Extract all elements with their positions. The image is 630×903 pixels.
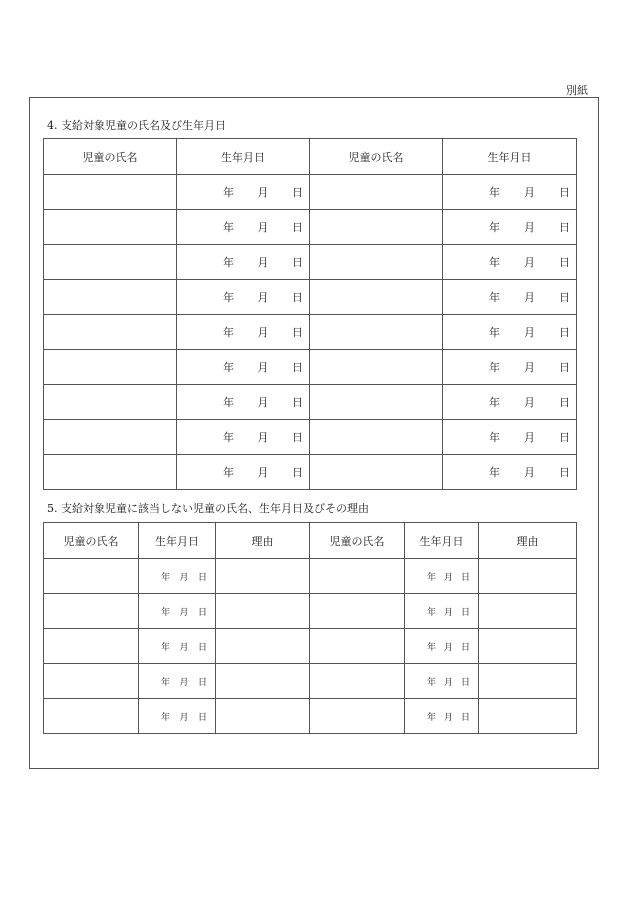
day-unit-label: 日 — [197, 607, 207, 618]
day-unit-label: 日 — [292, 186, 303, 199]
section5-title: 5. 支給対象児童に該当しない児童の氏名、生年月日及びその理由 — [47, 502, 369, 515]
birthdate-cell[interactable] — [139, 594, 216, 629]
header-child-name: 児童の氏名 — [310, 139, 443, 175]
birthdate-units — [177, 394, 309, 410]
year-unit-label: 年 — [427, 642, 437, 653]
birthdate-cell[interactable] — [139, 699, 216, 734]
day-unit-label: 日 — [460, 572, 470, 583]
child-name-cell[interactable] — [44, 210, 177, 245]
year-unit-label: 年 — [223, 466, 234, 479]
header-reason: 理由 — [479, 523, 577, 559]
month-unit-label: 月 — [524, 361, 535, 374]
child-name-cell[interactable] — [310, 629, 405, 664]
reason-cell[interactable] — [216, 664, 310, 699]
month-unit-label: 月 — [257, 326, 269, 339]
day-unit-label: 日 — [460, 712, 470, 723]
appendix-label: 別紙 — [566, 84, 588, 97]
year-unit-label: 年 — [223, 256, 234, 269]
month-unit-label: 月 — [257, 256, 269, 269]
child-name-cell[interactable] — [44, 594, 139, 629]
table-row — [44, 315, 577, 350]
table-row — [44, 350, 577, 385]
day-unit-label: 日 — [559, 431, 570, 444]
child-name-cell[interactable] — [44, 455, 177, 490]
birthdate-units — [443, 464, 576, 480]
day-unit-label: 日 — [292, 431, 303, 444]
table-row — [44, 385, 577, 420]
child-name-cell[interactable] — [310, 664, 405, 699]
year-unit-label: 年 — [489, 361, 500, 374]
day-unit-label: 日 — [292, 466, 303, 479]
year-unit-label: 年 — [489, 431, 500, 444]
birthdate-cell[interactable] — [139, 629, 216, 664]
birthdate-units — [405, 570, 478, 583]
section4-title: 4. 支給対象児童の氏名及び生年月日 — [47, 119, 226, 132]
day-unit-label: 日 — [460, 677, 470, 688]
child-name-cell[interactable] — [310, 559, 405, 594]
birthdate-units — [405, 710, 478, 723]
table-row — [44, 629, 577, 664]
day-unit-label: 日 — [559, 326, 570, 339]
month-unit-label: 月 — [524, 186, 535, 199]
birthdate-units — [443, 429, 576, 445]
birthdate-units — [177, 359, 309, 375]
month-unit-label: 月 — [179, 607, 189, 618]
table-row — [44, 210, 577, 245]
month-unit-label: 月 — [443, 677, 453, 688]
month-unit-label: 月 — [524, 256, 535, 269]
table-row — [44, 594, 577, 629]
day-unit-label: 日 — [559, 256, 570, 269]
birthdate-cell[interactable] — [443, 210, 577, 245]
birthdate-cell[interactable] — [177, 385, 310, 420]
year-unit-label: 年 — [223, 396, 234, 409]
child-name-cell[interactable] — [310, 385, 443, 420]
birthdate-cell[interactable] — [443, 175, 577, 210]
birthdate-cell[interactable] — [177, 280, 310, 315]
day-unit-label: 日 — [559, 186, 570, 199]
month-unit-label: 月 — [443, 607, 453, 618]
child-name-cell[interactable] — [44, 175, 177, 210]
birthdate-cell[interactable] — [443, 385, 577, 420]
year-unit-label: 年 — [223, 186, 234, 199]
day-unit-label: 日 — [559, 361, 570, 374]
year-unit-label: 年 — [161, 572, 171, 583]
reason-cell[interactable] — [479, 629, 577, 664]
month-unit-label: 月 — [257, 466, 269, 479]
child-name-cell[interactable] — [310, 699, 405, 734]
birthdate-cell[interactable] — [443, 420, 577, 455]
day-unit-label: 日 — [292, 291, 303, 304]
reason-cell[interactable] — [216, 594, 310, 629]
table-row — [44, 455, 577, 490]
birthdate-cell[interactable] — [177, 455, 310, 490]
birthdate-cell[interactable] — [139, 664, 216, 699]
month-unit-label: 月 — [443, 642, 453, 653]
section5-table — [43, 522, 577, 734]
month-unit-label: 月 — [257, 186, 269, 199]
child-name-cell[interactable] — [310, 175, 443, 210]
birthdate-cell[interactable] — [177, 350, 310, 385]
table-row — [44, 175, 577, 210]
birthdate-cell[interactable] — [177, 210, 310, 245]
child-name-cell[interactable] — [310, 245, 443, 280]
year-unit-label: 年 — [161, 677, 171, 688]
reason-cell[interactable] — [479, 559, 577, 594]
birthdate-cell[interactable] — [443, 455, 577, 490]
reason-cell[interactable] — [216, 559, 310, 594]
birthdate-units — [443, 219, 576, 235]
day-unit-label: 日 — [292, 361, 303, 374]
month-unit-label: 月 — [257, 361, 269, 374]
year-unit-label: 年 — [489, 326, 500, 339]
month-unit-label: 月 — [257, 431, 269, 444]
birthdate-cell[interactable] — [443, 350, 577, 385]
table-row — [44, 559, 577, 594]
birthdate-units — [405, 675, 478, 688]
day-unit-label: 日 — [559, 291, 570, 304]
day-unit-label: 日 — [197, 572, 207, 583]
birthdate-units — [405, 640, 478, 653]
day-unit-label: 日 — [292, 396, 303, 409]
child-name-cell[interactable] — [310, 210, 443, 245]
birthdate-cell[interactable] — [405, 559, 479, 594]
header-child-name: 児童の氏名 — [44, 523, 139, 559]
birthdate-units — [139, 710, 215, 723]
child-name-cell[interactable] — [44, 245, 177, 280]
child-name-cell[interactable] — [44, 420, 177, 455]
month-unit-label: 月 — [179, 642, 189, 653]
day-unit-label: 日 — [559, 396, 570, 409]
year-unit-label: 年 — [223, 221, 234, 234]
day-unit-label: 日 — [197, 642, 207, 653]
child-name-cell[interactable] — [310, 315, 443, 350]
day-unit-label: 日 — [460, 607, 470, 618]
month-unit-label: 月 — [179, 572, 189, 583]
month-unit-label: 月 — [524, 431, 535, 444]
month-unit-label: 月 — [179, 712, 189, 723]
day-unit-label: 日 — [559, 221, 570, 234]
month-unit-label: 月 — [524, 466, 535, 479]
section5-header-row — [44, 523, 577, 559]
table-row — [44, 280, 577, 315]
birthdate-units — [177, 429, 309, 445]
year-unit-label: 年 — [223, 361, 234, 374]
child-name-cell[interactable] — [44, 559, 139, 594]
year-unit-label: 年 — [223, 431, 234, 444]
birthdate-cell[interactable] — [139, 559, 216, 594]
child-name-cell[interactable] — [44, 699, 139, 734]
table-row — [44, 245, 577, 280]
day-unit-label: 日 — [292, 326, 303, 339]
section4-header-row — [44, 139, 577, 175]
month-unit-label: 月 — [524, 221, 535, 234]
month-unit-label: 月 — [524, 396, 535, 409]
year-unit-label: 年 — [161, 607, 171, 618]
child-name-cell[interactable] — [310, 455, 443, 490]
child-name-cell[interactable] — [310, 594, 405, 629]
birthdate-cell[interactable] — [405, 699, 479, 734]
header-birthdate: 生年月日 — [139, 523, 216, 559]
section5-body — [44, 559, 577, 734]
year-unit-label: 年 — [161, 642, 171, 653]
header-birthdate: 生年月日 — [177, 139, 310, 175]
child-name-cell[interactable] — [44, 664, 139, 699]
birthdate-units — [443, 254, 576, 270]
birthdate-cell[interactable] — [405, 664, 479, 699]
year-unit-label: 年 — [223, 326, 234, 339]
day-unit-label: 日 — [197, 712, 207, 723]
child-name-cell[interactable] — [310, 350, 443, 385]
section4-body — [44, 175, 577, 490]
reason-cell[interactable] — [479, 594, 577, 629]
header-reason: 理由 — [216, 523, 310, 559]
month-unit-label: 月 — [257, 221, 269, 234]
birthdate-units — [443, 289, 576, 305]
month-unit-label: 月 — [443, 712, 453, 723]
birthdate-cell[interactable] — [177, 315, 310, 350]
birthdate-cell[interactable] — [405, 594, 479, 629]
child-name-cell[interactable] — [44, 280, 177, 315]
child-name-cell[interactable] — [44, 385, 177, 420]
birthdate-cell[interactable] — [443, 315, 577, 350]
month-unit-label: 月 — [257, 291, 269, 304]
month-unit-label: 月 — [524, 291, 535, 304]
year-unit-label: 年 — [223, 291, 234, 304]
child-name-cell[interactable] — [44, 350, 177, 385]
birthdate-units — [177, 324, 309, 340]
birthdate-cell[interactable] — [177, 245, 310, 280]
birthdate-cell[interactable] — [443, 245, 577, 280]
year-unit-label: 年 — [427, 712, 437, 723]
child-name-cell[interactable] — [44, 315, 177, 350]
table-row — [44, 664, 577, 699]
header-birthdate: 生年月日 — [405, 523, 479, 559]
year-unit-label: 年 — [489, 291, 500, 304]
reason-cell[interactable] — [216, 699, 310, 734]
table-row — [44, 699, 577, 734]
day-unit-label: 日 — [292, 221, 303, 234]
birthdate-units — [177, 289, 309, 305]
birthdate-units — [177, 219, 309, 235]
year-unit-label: 年 — [427, 607, 437, 618]
day-unit-label: 日 — [460, 642, 470, 653]
year-unit-label: 年 — [161, 712, 171, 723]
year-unit-label: 年 — [489, 221, 500, 234]
year-unit-label: 年 — [427, 677, 437, 688]
birthdate-units — [139, 675, 215, 688]
year-unit-label: 年 — [489, 396, 500, 409]
birthdate-cell[interactable] — [443, 280, 577, 315]
header-child-name: 児童の氏名 — [310, 523, 405, 559]
birthdate-units — [443, 394, 576, 410]
birthdate-units — [177, 184, 309, 200]
birthdate-units — [139, 570, 215, 583]
year-unit-label: 年 — [489, 466, 500, 479]
month-unit-label: 月 — [257, 396, 269, 409]
day-unit-label: 日 — [292, 256, 303, 269]
section4-table — [43, 138, 577, 490]
year-unit-label: 年 — [489, 256, 500, 269]
reason-cell[interactable] — [479, 664, 577, 699]
header-child-name: 児童の氏名 — [44, 139, 177, 175]
birthdate-units — [177, 254, 309, 270]
birthdate-units — [177, 464, 309, 480]
birthdate-units — [443, 184, 576, 200]
child-name-cell[interactable] — [310, 420, 443, 455]
birthdate-cell[interactable] — [177, 175, 310, 210]
month-unit-label: 月 — [179, 677, 189, 688]
header-birthdate: 生年月日 — [443, 139, 577, 175]
birthdate-cell[interactable] — [177, 420, 310, 455]
child-name-cell[interactable] — [44, 629, 139, 664]
year-unit-label: 年 — [489, 186, 500, 199]
child-name-cell[interactable] — [310, 280, 443, 315]
table-row — [44, 420, 577, 455]
reason-cell[interactable] — [479, 699, 577, 734]
month-unit-label: 月 — [443, 572, 453, 583]
birthdate-units — [139, 605, 215, 618]
birthdate-cell[interactable] — [405, 629, 479, 664]
birthdate-units — [139, 640, 215, 653]
year-unit-label: 年 — [427, 572, 437, 583]
reason-cell[interactable] — [216, 629, 310, 664]
birthdate-units — [443, 359, 576, 375]
day-unit-label: 日 — [559, 466, 570, 479]
birthdate-units — [443, 324, 576, 340]
birthdate-units — [405, 605, 478, 618]
month-unit-label: 月 — [524, 326, 535, 339]
day-unit-label: 日 — [197, 677, 207, 688]
